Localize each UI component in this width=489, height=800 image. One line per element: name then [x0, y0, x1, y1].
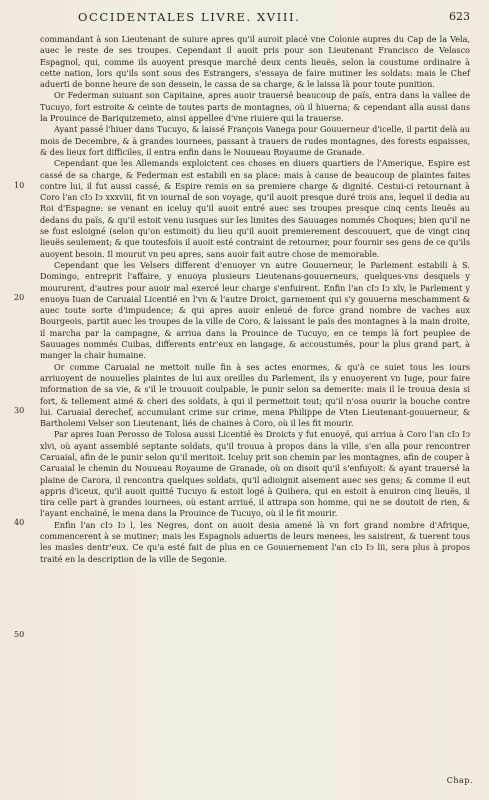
line-marker: 50	[14, 630, 25, 639]
page-number: 623	[449, 10, 470, 23]
line-marker: 30	[14, 406, 25, 415]
line-marker: 40	[14, 518, 25, 527]
paragraph: commandant à son Lieutenant de suiure apres qu'il auroit placé vne Colonie aupres du Cap de la Vela, auec le reste de ses troupes. Cependant il auoit pris pour son Lieutenant Francisco de Velasco Espagnol, qui, comme ils auoyent presque marché deux cents lieuës, selon la coustume ordinaire à cette nation, lors qu'ils sont sous des Estrangers, s'essaya de faire mutiner les soldats: mais le Chef aduerti de bonne heure de son dessein, le cassa de sa charge, & le laissa là pour toute punition.	[40, 34, 470, 90]
line-marker: 10	[14, 181, 25, 190]
paragraph: Cependant que les Velsers different d'enuoyer vn autre Gouuerneur, le Parlement estabili à S. Domingo, entreprit l'affaire, y enuoya plusieurs Lieutenans-gouuerneurs, quelques-vns desquels y moururent, d'autres pour auoir mal exercé leur charge s'enfuirent. Enfin l'an cIↄ Iↄ xlv, le Parlement y enuoya Iuan de Caruaial Licentié en l'vn & l'autre Droict, garnement qui s'y gouuerna meschamment & auec toute sorte d'impudence; & qui apres auoir enleué de force grand nombre de vaches aux Bourgeois, partit auec les troupes de la ville de Coro, & laissant le païs des montagnes à la main droite, il marcha par la campagne, & arriua dans la Prouince de Tucuyo, en ce temps là fort peuplee de Sauuages nommés Cuibas, differents entr'eux en langage, & accoustumés, pour la plus grand part, à manger la chair humaine.	[40, 259, 470, 361]
body-text	[40, 34, 470, 565]
line-marker: 20	[14, 293, 25, 302]
paragraph: Or comme Caruaial ne mettoit nulle fin à ses actes enormes, & qu'à ce suiet tous les iours arriuoyent de nouuelles plaintes de lui aux oreilles du Parlement, ils y enuoyerent vn Iuge, pour faire information de sa vie, & s'il le trouuoit coulpable, le punir selon sa demerite: mais il le trouua desia si fort, & tellement aimé & cheri des soldats, à qui il permettoit tout; qu'il n'osa ouurir la bouche contre lui. Caruaial derechef, accumulant crime sur crime, mena Philippe de Vten Lieutenant-gouuerneur, & Bartholemi Velser son Lieutenant, liés de chaines à Coro, où il les fit mourir.	[40, 361, 470, 429]
running-title: OCCIDENTALES LIVRE. XVIII.	[78, 10, 301, 24]
catchword: Chap.	[446, 776, 473, 785]
paragraph: Cependant que les Allemands exploictent ces choses en diuers quartiers de l'Amerique, Espire est cassé de sa charge, & Federman est estabili en sa place: mais à cause de beaucoup de plaintes faites contre lui, il fut aussi cassé, & Espire remis en sa premiere charge & dignité. Cestui-ci retournant à Coro l'an cIↄ Iↄ xxxviii, fit vn iournal de son voyage, qu'il auoit presque duré trois ans, lequel il dedia au Roi d'Espagne: se venant en iceluy qu'il auoit entré auec ses troupes presque cinq cents lieuës au dedans du païs, & qu'il estoit venu iusques sur les limites des Sauuages nommés Choques; bien qu'il ne se fust esloigné (selon qu'on estimoit) du lieu qu'il auoit premierement descouuert, que de vingt cinq lieuës seulement; & que toutesfois il auoit esté contraint de retourner, pour fournir ses gens de ce qu'ils auoyent besoin. Il mourut vn peu apres, sans auoir fait autre chose de memorable.	[40, 158, 470, 259]
paragraph: Ayant passé l'hiuer dans Tucuyo, & laissé François Vanega pour Gouuerneur d'icelle, il partit delà au mois de Decembre, & à grandes iournees, passant à trauers de rudes montagnes, des forests espaisses, & des lieux fort difficiles, il entra enfin dans le Nouueau Royaume de Granade.	[40, 124, 470, 157]
paragraph: Enfin l'an cIↄ Iↄ l, les Negres, dont on auoit desia amené là vn fort grand nombre d'Afrique, commencerent à se mutiner; mais les Espagnols aduertis de leurs menees, les saisirent, & tuerent tous les masles dentr'eux. Ce qu'a esté fait de plus en ce Gouuernement l'an cIↄ Iↄ lii, sera plus à propos traité en la description de la ville de Segonie.	[40, 519, 470, 564]
paragraph: Or Federman suiuant son Capitaine, apres auoir trauersé beaucoup de païs, entra dans la vallee de Tucuyo, fort estroite & ceinte de toutes parts de montagnes, où il hiuerna; & cependant alla aussi dans la Prouince de Bariquizemeto, ainsi appellee d'vne riuiere qui la trauerse.	[40, 90, 470, 124]
page-header	[60, 10, 470, 26]
paragraph: Par apres Iuan Perosso de Tolosa aussi Licentié ès Droicts y fut enuoyé, qui arriua à Coro l'an cIↄ Iↄ xlvi, où ayant assemblé septante soldats, qu'il trouua à propos dans la ville, s'en alla pour rencontrer Caruaial, afin de le punir selon qu'il meritoit. Iceluy prit son chemin par les montagnes, afin de couper à Caruaial le chemin du Nouueau Royaume de Granade, où on disoit qu'il s'enfuyoit: & ayant trauersé la plaine de Carora, il rencontra quelques soldats, qu'il adioignit aisement auec ses gens; & comme il eut appris d'iceux, qu'il auoit quitté Tucuyo & estoit logé à Quibera, qui en estoit à enuiron cinq lieuës, il tira celle part à grandes iournees, où estant arriué, il attrapa son homme, qui ne se doutoit de rien, & l'ayant enchainé, le mena dans la Prouince de Tucuyo, où il le fit mourir.	[40, 429, 470, 519]
